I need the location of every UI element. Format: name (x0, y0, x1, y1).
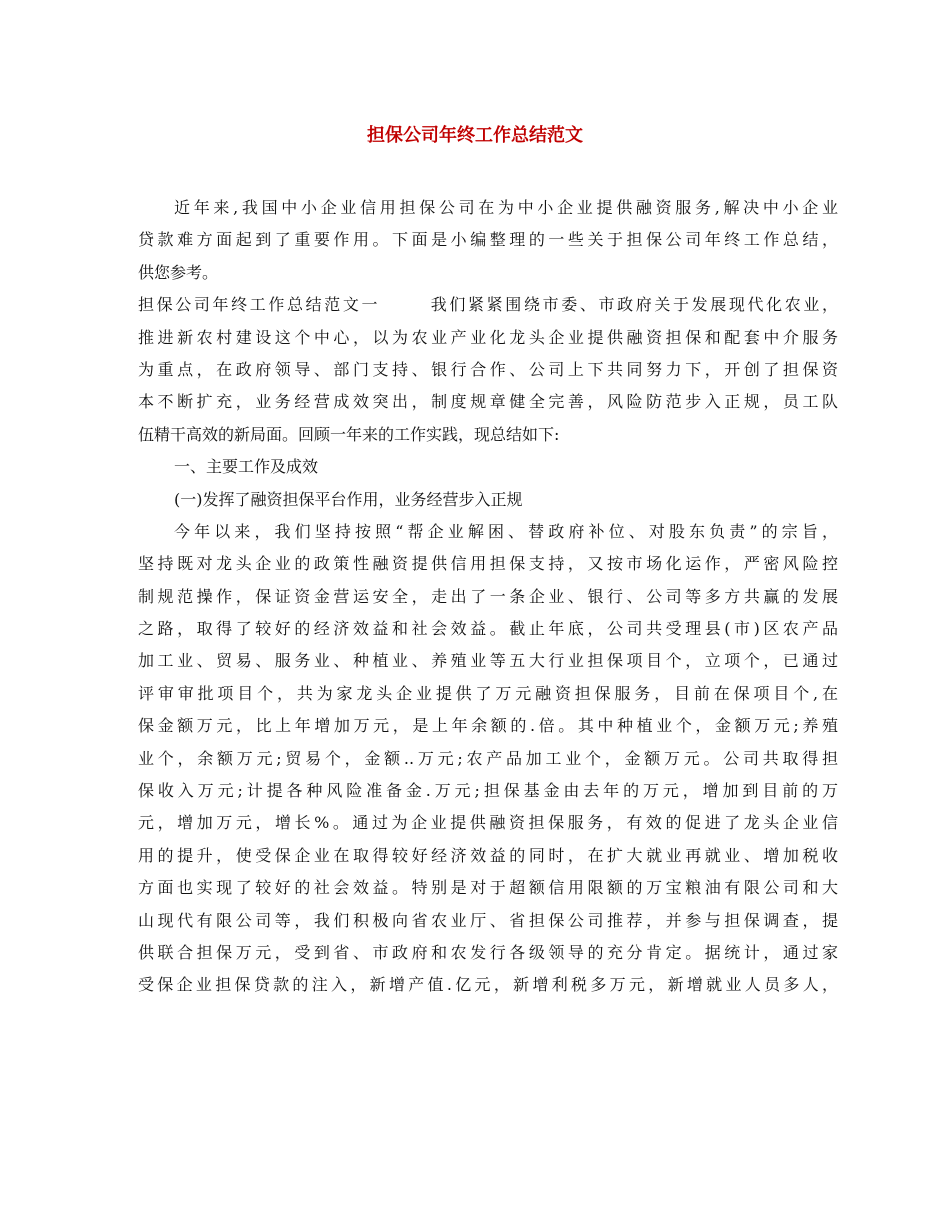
paragraph-line: 今年以来，我们坚持按照“帮企业解困、替政府补位、对股东负责”的宗旨， (174, 521, 838, 541)
paragraph-line: 近年来,我国中小企业信用担保公司在为中小企业提供融资服务,解决中小企业 (174, 198, 838, 217)
paragraph-line: 供您参考。 (138, 262, 219, 282)
paragraph-line: 山现代有限公司等，我们积极向省农业厅、省担保公司推荐，并参与担保调查，提 (138, 910, 838, 930)
section-heading: 担保公司年终工作总结范文一 (138, 295, 381, 315)
paragraph-line: 评审审批项目个，共为家龙头企业提供了万元融资担保服务，目前在保项目个,在 (138, 683, 838, 703)
paragraph-line: 本不断扩充，业务经营成效突出，制度规章健全完善，风险防范步入正规，员工队 (138, 392, 838, 412)
paragraph-line: 保收入万元;计提各种风险准备金.万元;担保基金由去年的万元，增加到目前的万 (138, 781, 838, 801)
section-heading-line (138, 289, 838, 321)
paragraph-line: 用的提升，使受保企业在取得较好经济效益的同时，在扩大就业再就业、增加税收 (138, 845, 838, 865)
paragraph-line: 元，增加万元，增长%。通过为企业提供融资担保服务，有效的促进了龙头企业信 (138, 813, 838, 833)
paragraph-line: 贷款难方面起到了重要作用。下面是小编整理的一些关于担保公司年终工作总结， (138, 230, 838, 250)
paragraph-line: 之路，取得了较好的经济效益和社会效益。截止年底，公司共受理县(市)区农产品 (138, 619, 838, 639)
paragraph-line: 加工业、贸易、服务业、种植业、养殖业等五大行业担保项目个，立项个，已通过 (138, 651, 838, 671)
paragraph-line: 受保企业担保贷款的注入，新增产值.亿元，新增利税多万元，新增就业人员多人， (138, 975, 838, 995)
paragraph-text: 我们紧紧围绕市委、市政府关于发展现代化农业， (428, 295, 838, 315)
paragraph-line: 方面也实现了较好的社会效益。特别是对于超额信用限额的万宝粮油有限公司和大 (138, 878, 838, 898)
paragraph-line: 供联合担保万元，受到省、市政府和农发行各级领导的充分肯定。据统计，通过家 (138, 942, 838, 962)
paragraph-line: 制规范操作，保证资金营运安全，走出了一条企业、银行、公司等多方共赢的发展 (138, 586, 838, 606)
paragraph-line: 伍精干高效的新局面。回顾一年来的工作实践，现总结如下: (138, 424, 560, 444)
subsection-heading: (一)发挥了融资担保平台作用，业务经营步入正规 (174, 489, 523, 509)
paragraph-line: 为重点，在政府领导、部门支持、银行合作、公司上下共同努力下，开创了担保资 (138, 359, 838, 379)
paragraph-line: 坚持既对龙头企业的政策性融资提供信用担保支持，又按市场化运作，严密风险控 (138, 554, 838, 574)
paragraph-line: 业个，余额万元;贸易个，金额..万元;农产品加工业个，金额万元。公司共取得担 (138, 748, 838, 768)
paragraph-line: 保金额万元，比上年增加万元，是上年余额的.倍。其中种植业个，金额万元;养殖 (138, 716, 838, 736)
section-heading: 一、主要工作及成效 (174, 457, 319, 477)
document-body (138, 192, 838, 1002)
document-title: 担保公司年终工作总结范文 (367, 125, 583, 146)
paragraph-line: 推进新农村建设这个中心，以为农业产业化龙头企业提供融资担保和配套中介服务 (138, 327, 838, 347)
